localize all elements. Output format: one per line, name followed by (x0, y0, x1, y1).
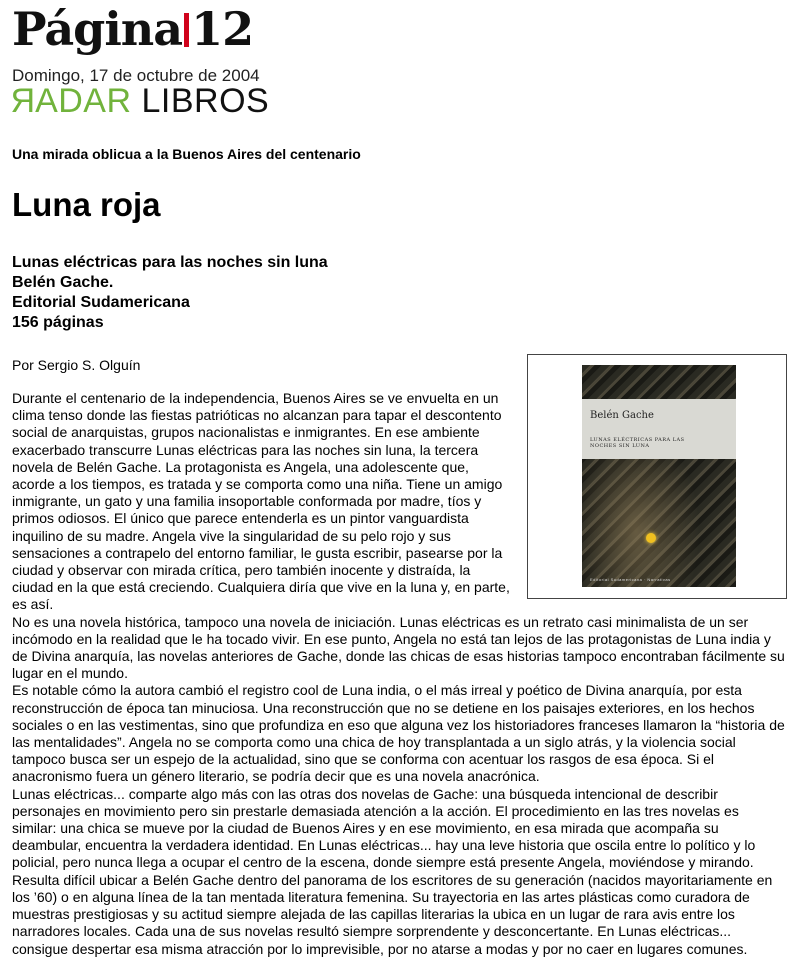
paragraph-2: No es una novela histórica, tampoco una novela de iniciación. Lunas eléctricas es un retrato casi minimalista de un ser incómodo en la realidad que le ha tocado vivir. En ese punto, Angela no está tan lejos de las protagonistas de Luna india y de Divina anarquía, las novelas anteriores de Gache, donde las chicas de esas historias tampoco encontraban fácilmente su lugar en el mundo. (12, 613, 785, 682)
logo-bar-icon (184, 13, 189, 47)
book-cover-image (582, 365, 736, 587)
flower-icon (646, 533, 656, 543)
paragraph-1: Durante el centenario de la independencia, Buenos Aires se ve envuelta en un clima tenso donde las fiestas patrióticas no alcanzan para tapar el descontento social de anarquistas, grupos nacionalistas e inmigrantes. En ese ambiente exacerbado transcurre Lunas eléctricas para las noches sin luna, la tercera novela de Belén Gache. La protagonista es Angela, una adolescente que, acorde a los tiempos, es tratada y se comporta como una niña. Tiene un amigo inmigrante, un gato y una familia insoportable conformada por madre, tíos y primos odiosos. El único que parece entenderla es un pintor vanguardista inquilino de su madre. Angela vive la singularidad de su pelo rojo y sus sensaciones a contrapelo del entorno familiar, le gusta escribir, pasearse por la ciudad y observar con mirada crítica, pero también inocente y distraída, la ciudad en la que está creciendo. Cualquiera diría que vive en la luna y, en parte, es así. (12, 390, 510, 613)
logo-number: 12 (191, 2, 254, 56)
article-body (12, 390, 787, 958)
cover-title: LUNAS ELÉCTRICAS PARA LAS NOCHES SIN LUNA (590, 437, 685, 449)
book-author: Belén Gache. (12, 274, 114, 291)
logo-pagina: Página (12, 2, 183, 56)
section-radar-r: R (10, 82, 36, 120)
cover-author: Belén Gache (590, 410, 654, 421)
article-kicker: Una mirada oblicua a la Buenos Aires del centenario (12, 146, 361, 162)
publication-date: Domingo, 17 de octubre de 2004 (12, 66, 260, 85)
section-radar-rest: ADAR (35, 82, 132, 120)
section-libros: LIBROS (141, 82, 270, 120)
book-title: Lunas eléctricas para las noches sin luna (12, 254, 328, 271)
book-publisher: Editorial Sudamericana (12, 294, 190, 311)
paragraph-3: Es notable cómo la autora cambió el registro cool de Luna india, o el más irreal y poético de Divina anarquía, por esta reconstrucción de época tan minuciosa. Una reconstrucción que no se detiene en los paisajes exteriores, en los hechos sociales o en las vestimentas, sino que profundiza en eso que alguna vez los historiadores franceses llamaron la “historia de las mentalidades”. Angela no se comporta como una chica de hoy transplantada a un siglo atrás, y la violencia social tampoco busca ser un espejo de la actualidad, sino que se conforma con acentuar los rasgos de esa época. Si el anacronismo fuera un género literario, se podría decir que es una novela anacrónica. (12, 682, 785, 785)
paragraph-4: Lunas eléctricas... comparte algo más con las otras dos novelas de Gache: una búsqueda intencional de describir personajes en movimiento pero sin prestarle demasiada atención a la acción. El procedimiento en las tres novelas es similar: una chica se mueve por la ciudad de Buenos Aires y en ese movimiento, en esa mirada que acompaña su deambular, encuentra la verdadera identidad. En Lunas eléctricas... hay una leve historia que oscila entre lo político y lo policial, pero nunca llega a ocupar el centro de la escena, donde siempre está presente Angela, moviéndose y mirando. Resulta difícil ubicar a Belén Gache dentro del panorama de los escritores de su generación (nacidos mayoritariamente en los ’60) o en alguna línea de la tan mentada literatura femenina. Su trayectoria en las artes plásticas como curadora de muestras prestigiosas y su actitud siempre alejada de las capillas literarias la ubica en un lugar de rara avis entre los narradores locales. Cada una de sus novelas resultó siempre sorprendente y desconcertante. En Lunas eléctricas... consigue despertar esa misma atracción por lo imprevisible, por no atarse a modas y por no caer en lugares comunes. (12, 785, 773, 957)
masthead-logo (12, 2, 254, 56)
book-pages: 156 páginas (12, 314, 104, 331)
book-cover-figure (527, 354, 787, 599)
section-logo (10, 84, 269, 120)
cover-publisher: Editorial Sudamericana · Narrativas (590, 577, 671, 582)
section-radar (10, 82, 132, 120)
byline: Por Sergio S. Olguín (12, 357, 141, 373)
book-info (12, 253, 328, 333)
article-title: Luna roja (12, 186, 161, 223)
